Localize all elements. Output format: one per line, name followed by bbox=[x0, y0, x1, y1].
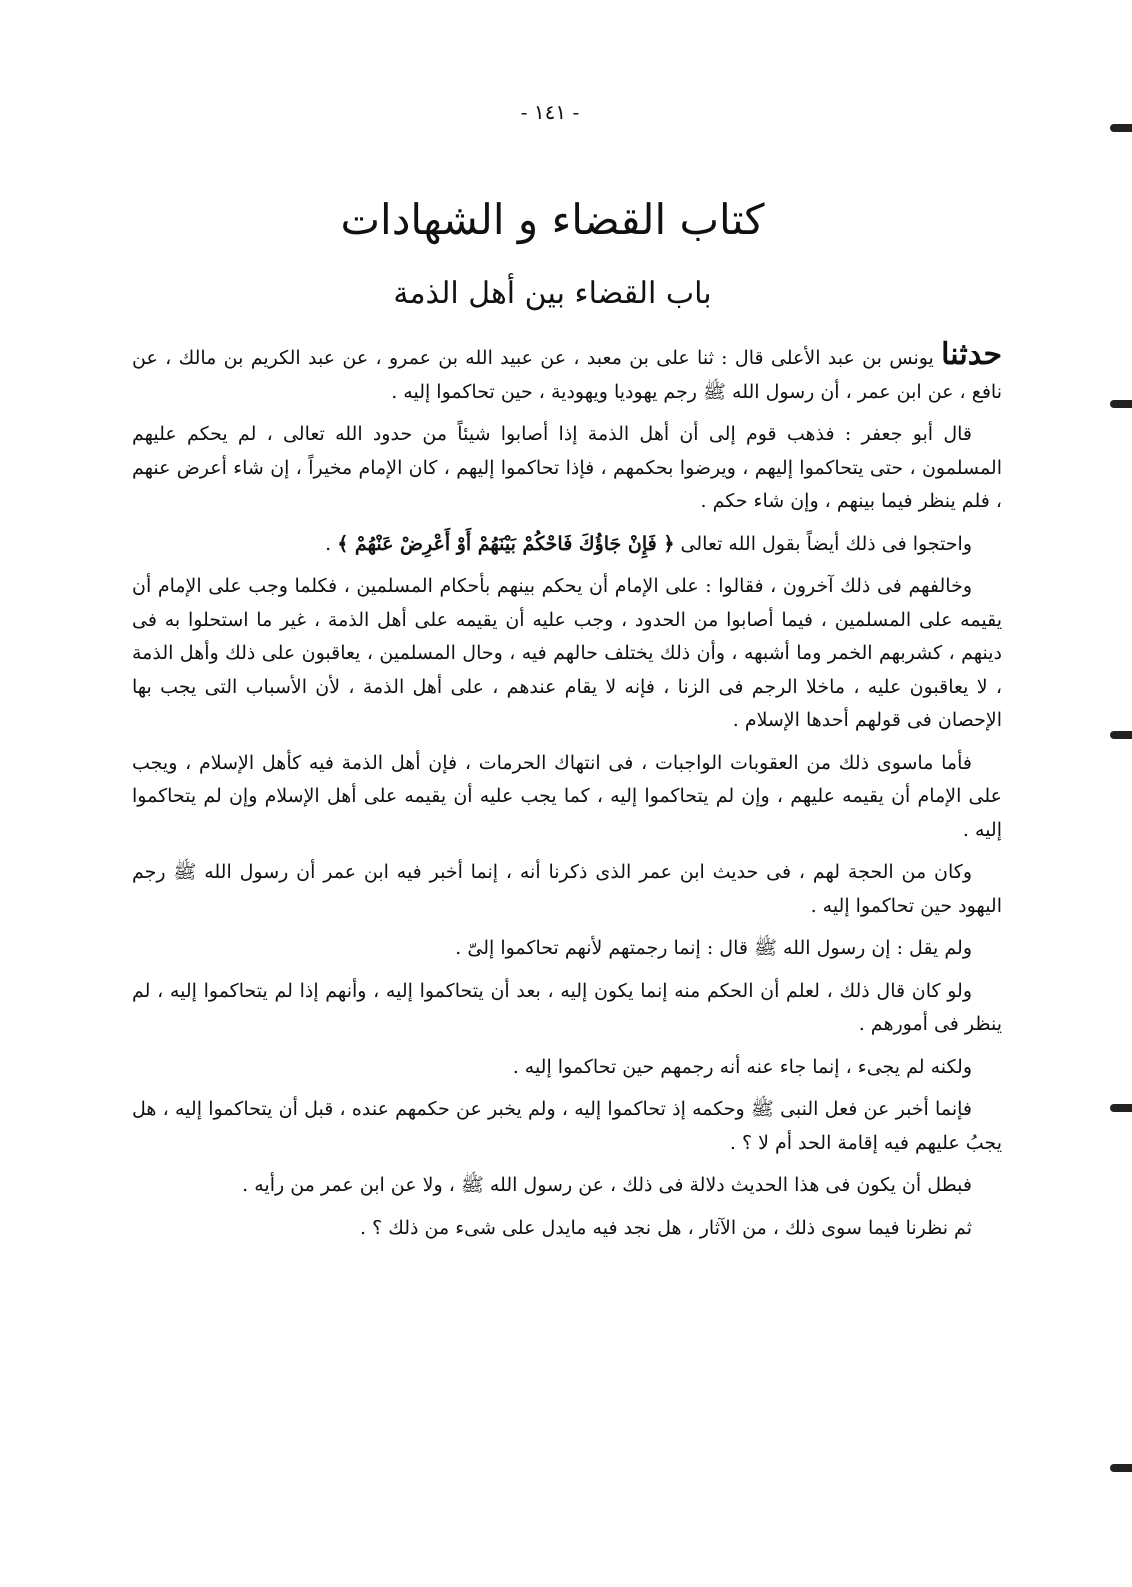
paragraph-1 bbox=[132, 338, 1002, 409]
chapter-title: باب القضاء بين أهل الذمة bbox=[393, 276, 712, 311]
paragraph-2: قال أبو جعفر : فذهب قوم إلى أن أهل الذمة إذا أصابوا شيئاً من حدود الله تعالى ، لم يحكم عليهم المسلمون ، حتى يتحاكموا إليهم ، ويرضوا بحكمهم ، فإذا تحاكموا إليهم ، كان الإمام مخيراً ، إن شاء أعرض عنهم ، فلم ينظر فيما بينهم ، وإن شاء حكم . bbox=[132, 423, 1002, 512]
body-text bbox=[132, 338, 1002, 1254]
paragraph-tail: . bbox=[325, 532, 338, 555]
paragraph-text: يونس بن عبد الأعلى قال : ثنا على بن معبد ، عن عبيد الله بن عمرو ، عن عبد الكريم بن مالك ، عن نافع ، عن ابن عمر ، أن رسول الله ﷺ رجم يهوديا ويهودية ، حين تحاكموا إليه . bbox=[132, 347, 1002, 403]
paragraph-4: وخالفهم فى ذلك آخرون ، فقالوا : على الإمام أن يحكم بينهم بأحكام المسلمين ، فكلما وجب على الإمام أن يقيمه على المسلمين ، فيما أصابوا من الحدود ، وجب عليه أن يقيمه على أهل الذمة ، غير ما استحلوا به فى دينهم ، كشربهم الخمر وما أشبهه ، وأن ذلك يختلف حالهم فيه ، وحال المسلمين ، يعاقبون على ذلك وأهل الذمة ، لا يعاقبون عليه ، ماخلا الرجم فى الزنا ، فإنه لا يقام عندهم ، على أهل الذمة ، لأن الأسباب التى يجب بها الإحصان فى قولهم أحدها الإسلام . bbox=[132, 575, 1002, 731]
paragraph-6: وكان من الحجة لهم ، فى حديث ابن عمر الذى ذكرنا أنه ، إنما أخبر فيه ابن عمر أن رسول الله ﷺ رجم اليهود حين تحاكموا إليه . bbox=[132, 861, 1002, 917]
scan-edge-mark bbox=[1110, 731, 1132, 739]
paragraph-11: فبطل أن يكون فى هذا الحديث دلالة فى ذلك ، عن رسول الله ﷺ ، ولا عن ابن عمر من رأيه . bbox=[242, 1174, 972, 1196]
page-number: - ١٤١ - bbox=[520, 100, 580, 124]
paragraph-7: ولم يقل : إن رسول الله ﷺ قال : إنما رجمتهم لأنهم تحاكموا إلىّ . bbox=[455, 937, 972, 959]
paragraph-9: ولكنه لم يجىء ، إنما جاء عنه أنه رجمهم حين تحاكموا إليه . bbox=[512, 1055, 972, 1078]
paragraph-12: ثم نظرنا فيما سوى ذلك ، من الآثار ، هل نجد فيه مايدل على شىء من ذلك ؟ . bbox=[360, 1216, 972, 1239]
scan-edge-mark bbox=[1110, 1104, 1132, 1112]
paragraph-8: ولو كان قال ذلك ، لعلم أن الحكم منه إنما يكون إليه ، بعد أن يتحاكموا إليه ، وأنهم إذا لم يتحاكموا إليه ، لم ينظر فى أمورهم . bbox=[132, 979, 1002, 1035]
paragraph-5: فأما ماسوى ذلك من العقوبات الواجبات ، فى انتهاك الحرمات ، فإن أهل الذمة فيه كأهل الإسلام ، ويجب على الإمام أن يقيمه عليهم ، وإن لم يتحاكموا إليه ، كما يجب عليه أن يقيمه على أهل الإسلام وإن لم يتحاكموا إليه . bbox=[132, 751, 1002, 841]
scan-edge-mark bbox=[1110, 1464, 1132, 1472]
scan-edge-mark bbox=[1110, 124, 1132, 132]
lead-word: حدثنا bbox=[941, 337, 1002, 372]
paragraph-3 bbox=[132, 528, 1002, 562]
book-title: كتاب القضاء و الشهادات bbox=[340, 195, 765, 244]
quran-verse: ﴿ فَإِنْ جَاؤُكَ فَاحْكُمْ بَيْنَهُمْ أَوْ أَعْرِضْ عَنْهُمْ ﴾ bbox=[337, 532, 675, 555]
paragraph-text: واحتجوا فى ذلك أيضاً بقول الله تعالى bbox=[674, 532, 972, 555]
scan-edge-mark bbox=[1110, 400, 1132, 408]
paragraph-10: فإنما أخبر عن فعل النبى ﷺ وحكمه إذ تحاكموا إليه ، ولم يخبر عن حكمهم عنده ، قبل أن يتحاكموا إليه ، هل يجبُ عليهم فيه إقامة الحد أم لا ؟ . bbox=[132, 1098, 1002, 1154]
